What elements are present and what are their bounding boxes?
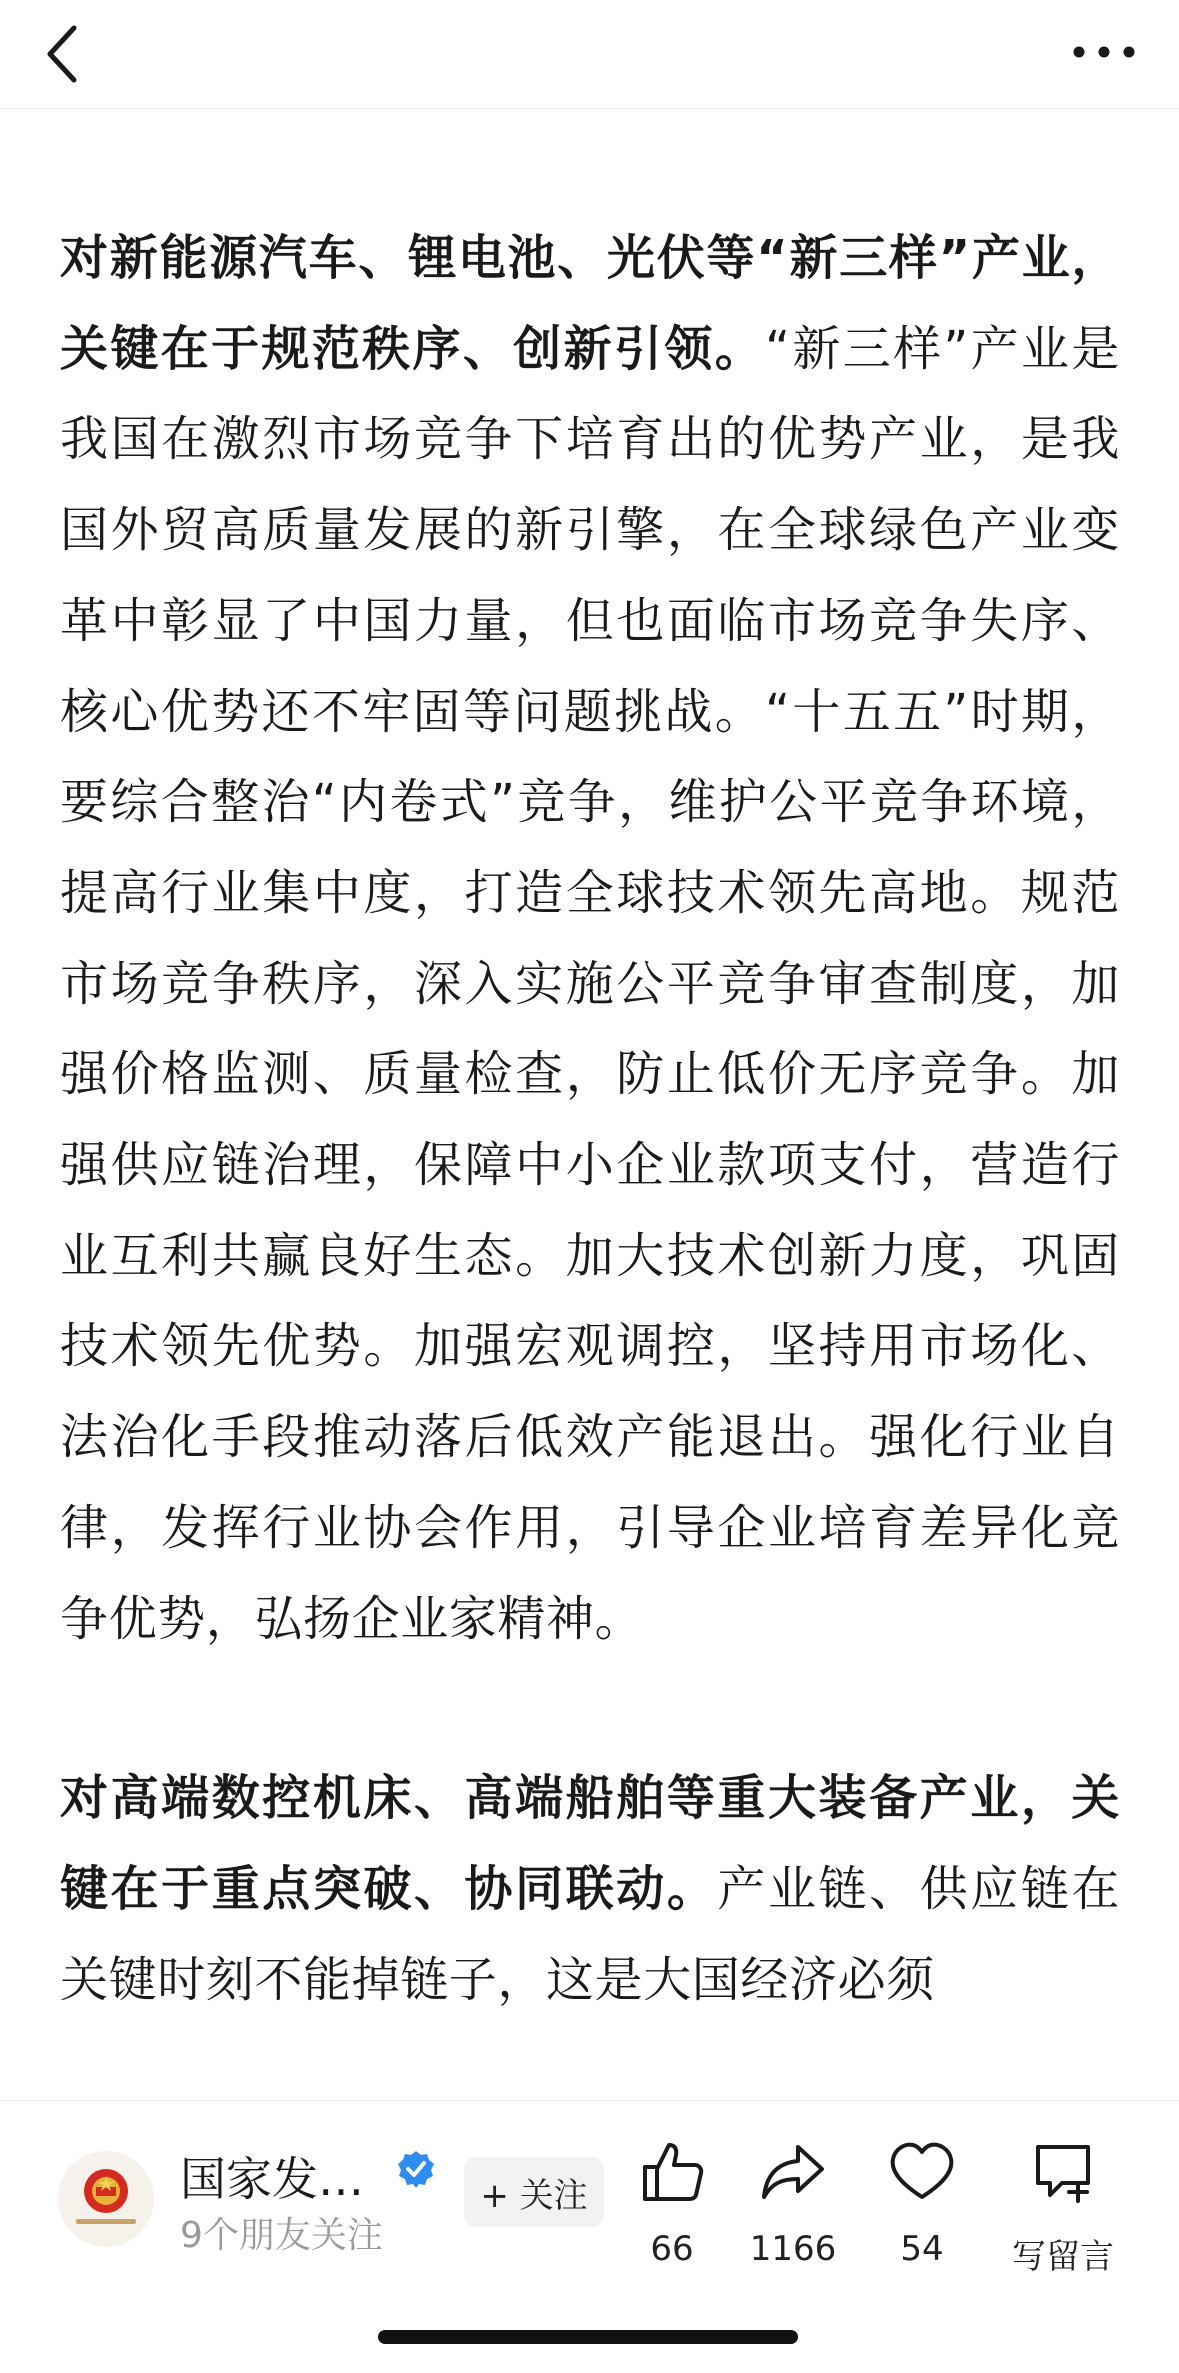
- paragraph-text: “新三样”产业是我国在激烈市场竞争下培育出的优势产业，是我国外贸高质量发展的新引擎，在全球绿色产业变革中彰显了中国力量，但也面临市场竞争失序、核心优势还不牢固等问题挑战。“十五五”时期，要综合整治“内卷式”竞争，维护公平竞争环境，提高行业集中度，打造全球技术领先高地。规范市场竞争秩序，深入实施公平竞争审查制度，加强价格监测、质量检查，防止低价无序竞争。加强供应链治理，保障中小企业款项支付，营造行业互利共赢良好生态。加大技术创新力度，巩固技术领先优势。加强宏观调控，坚持用市场化、法治化手段推动落后低效产能退出。强化行业自律，发挥行业协会作用，引导企业培育差异化竞争优势，弘扬企业家精神。: [60, 320, 1120, 1647]
- write-comment-button[interactable]: [998, 2137, 1128, 2287]
- like-button[interactable]: [612, 2137, 732, 2287]
- favorite-button[interactable]: [862, 2137, 982, 2287]
- chevron-left-icon: [36, 14, 96, 94]
- more-horizontal-icon: [1069, 22, 1139, 82]
- paragraph-lead-bold: 对新能源汽车、锂电池、光伏等“新三样”产业，关键在于规范秩序、创新引领。: [60, 230, 1120, 377]
- heart-icon: [887, 2137, 957, 2207]
- write-comment-label: 写留言: [1012, 2237, 1114, 2277]
- follow-button[interactable]: + 关注: [464, 2157, 604, 2227]
- account-avatar[interactable]: [58, 2151, 154, 2247]
- top-navigation-bar: [0, 0, 1179, 109]
- national-emblem-icon: [58, 2151, 154, 2247]
- home-indicator[interactable]: [378, 2330, 798, 2344]
- friends-following-count: 9个朋友关注: [180, 2215, 383, 2256]
- share-arrow-icon: [758, 2137, 828, 2207]
- article-body: [60, 213, 1120, 2114]
- like-count: 66: [650, 2229, 694, 2269]
- share-count: 1166: [749, 2229, 837, 2269]
- paragraph-text: 产业链、供应链在关键时刻不能掉链子，这是大国经济必须: [60, 1860, 1120, 2008]
- article-paragraph: [60, 1753, 1120, 2025]
- article-paragraph: [60, 213, 1120, 1664]
- favorite-count: 54: [900, 2229, 944, 2269]
- more-options-button[interactable]: [1069, 22, 1139, 82]
- comment-add-icon: [1028, 2137, 1098, 2207]
- account-name[interactable]: 国家发…: [180, 2152, 364, 2206]
- paragraph-lead-bold: 对高端数控机床、高端船舶等重大装备产业，关键在于重点突破、协同联动。: [60, 1770, 1120, 1917]
- thumbs-up-icon: [637, 2137, 707, 2207]
- share-button[interactable]: [733, 2137, 853, 2287]
- back-button[interactable]: [36, 14, 96, 94]
- verified-badge-icon: [396, 2149, 436, 2189]
